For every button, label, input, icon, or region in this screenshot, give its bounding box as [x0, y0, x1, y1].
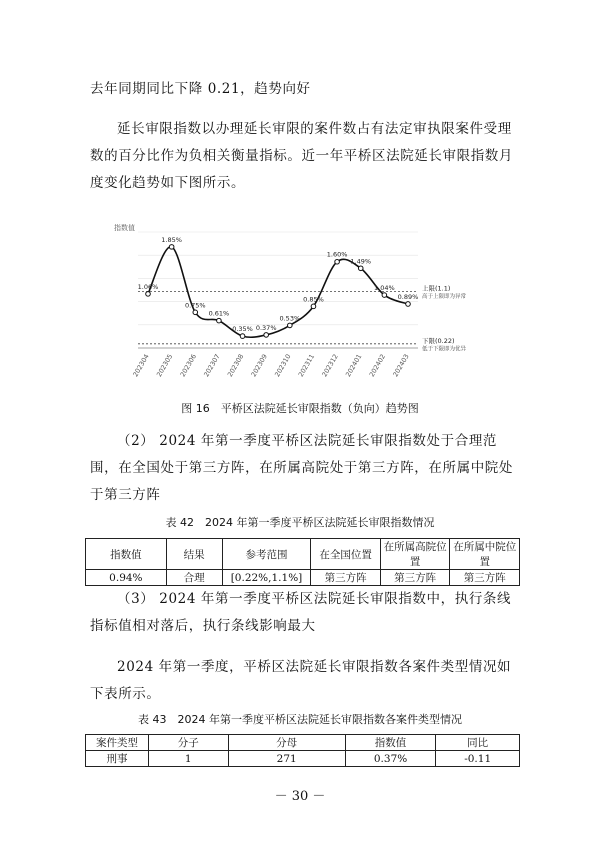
- table-header: 在所属高院位置: [380, 539, 450, 570]
- data-label: 1.49%: [350, 257, 372, 266]
- data-point: [240, 334, 245, 339]
- table-header: 案件类型: [86, 735, 149, 751]
- x-tick-label: 202402: [367, 352, 388, 379]
- data-point: [406, 302, 411, 307]
- x-tick-label: 202403: [391, 352, 411, 379]
- data-label: 0.85%: [303, 295, 324, 304]
- data-point: [146, 292, 151, 297]
- x-tick-label: 202312: [320, 352, 340, 379]
- paragraph-trend: 去年同期同比下降 0.21，趋势向好: [90, 81, 311, 97]
- data-point: [335, 259, 340, 264]
- data-point: [288, 323, 293, 328]
- x-tick-label: 202401: [344, 352, 364, 379]
- x-tick-label: 202306: [178, 352, 199, 379]
- x-tick-label: 202308: [225, 352, 246, 379]
- table-cell: -0.11: [436, 751, 520, 767]
- data-label: 1.85%: [161, 235, 182, 244]
- lower-limit-label: 下限(0.22): [422, 336, 455, 345]
- data-point: [193, 310, 198, 315]
- data-point: [358, 266, 363, 271]
- table-header: 结果: [166, 539, 222, 570]
- table-header-row: [86, 735, 520, 751]
- figure-caption: 图 16 平桥区法院延长审限指数（负向）趋势图: [181, 402, 419, 415]
- data-point: [382, 293, 387, 298]
- data-label: 0.35%: [232, 325, 253, 334]
- data-point: [311, 304, 316, 309]
- data-label: 0.75%: [184, 301, 206, 310]
- table-cell: 合理: [166, 570, 222, 586]
- table-header: 指数值: [345, 735, 436, 751]
- table-row: [86, 570, 520, 586]
- data-label: 1.60%: [326, 250, 348, 259]
- table-cell: 第三方阵: [311, 570, 381, 586]
- data-label: 0.37%: [255, 323, 277, 332]
- data-label: 0.61%: [208, 309, 230, 318]
- table-header-row: [86, 539, 520, 570]
- x-tick-label: 202307: [202, 352, 222, 379]
- table-cell: 0.37%: [345, 751, 436, 767]
- trend-chart: [110, 220, 490, 390]
- table-header: 分子: [148, 735, 228, 751]
- table-cell: 0.94%: [86, 570, 167, 586]
- table-cell: [0.22%,1.1%]: [222, 570, 311, 586]
- paragraph-table-intro: 2024 年第一季度，平桥区法院延长审限指数各案件类型情况如下表所示。: [90, 659, 512, 702]
- upper-limit-note: 高于上限即为异常: [422, 293, 467, 300]
- x-tick-label: 202310: [273, 352, 293, 379]
- table-header: 在所属中院位置: [450, 539, 520, 570]
- x-tick-label: 202304: [131, 352, 151, 379]
- data-label: 1.06%: [137, 282, 159, 291]
- table-cell: 271: [228, 751, 345, 767]
- table-header: 在全国位置: [311, 539, 381, 570]
- data-label: 0.53%: [279, 314, 301, 323]
- paragraph-impact: （3） 2024 年第一季度平桥区法院延长审限指数中，执行条线指标值相对落后，执行条线影响最大: [90, 591, 512, 634]
- table-header: 参考范围: [222, 539, 311, 570]
- table-header: 同比: [436, 735, 520, 751]
- table-header: 指数值: [86, 539, 167, 570]
- table-cell: 刑事: [86, 751, 149, 767]
- data-point: [169, 245, 174, 250]
- table-cell: 第三方阵: [450, 570, 520, 586]
- x-tick-label: 202311: [296, 352, 317, 379]
- data-label: 1.04%: [374, 284, 395, 293]
- upper-limit-label: 上限(1.1): [422, 284, 451, 293]
- page-number: － 30 －: [274, 789, 326, 804]
- table-cell: 1: [148, 751, 228, 767]
- x-tick-label: 202309: [249, 352, 269, 379]
- table-cell: 第三方阵: [380, 570, 450, 586]
- table-header: 分母: [228, 735, 345, 751]
- table43-caption: 表 43 2024 年第一季度平桥区法院延长审限指数各案件类型情况: [138, 713, 462, 726]
- data-point: [264, 333, 269, 338]
- table42: [85, 538, 520, 586]
- table-row: [86, 751, 520, 767]
- paragraph-definition: 延长审限指数以办理延长审限的案件数占有法定审执限案件受理数的百分比作为负相关衡量指标。近一年平桥区法院延长审限指数月度变化趋势如下图所示。: [90, 121, 513, 191]
- data-point: [217, 318, 222, 323]
- lower-limit-note: 低于下限即为优异: [422, 346, 467, 353]
- paragraph-position: （2） 2024 年第一季度平桥区法院延长审限指数处于合理范围，在全国处于第三方阵，在所属高院处于第三方阵，在所属中院处于第三方阵: [90, 433, 513, 503]
- table43: [85, 734, 520, 767]
- data-label: 0.89%: [397, 292, 419, 301]
- y-axis-label: 指数值: [114, 224, 135, 232]
- table42-caption: 表 42 2024 年第一季度平桥区法院延长审限指数情况: [165, 516, 435, 529]
- x-tick-label: 202305: [155, 352, 175, 379]
